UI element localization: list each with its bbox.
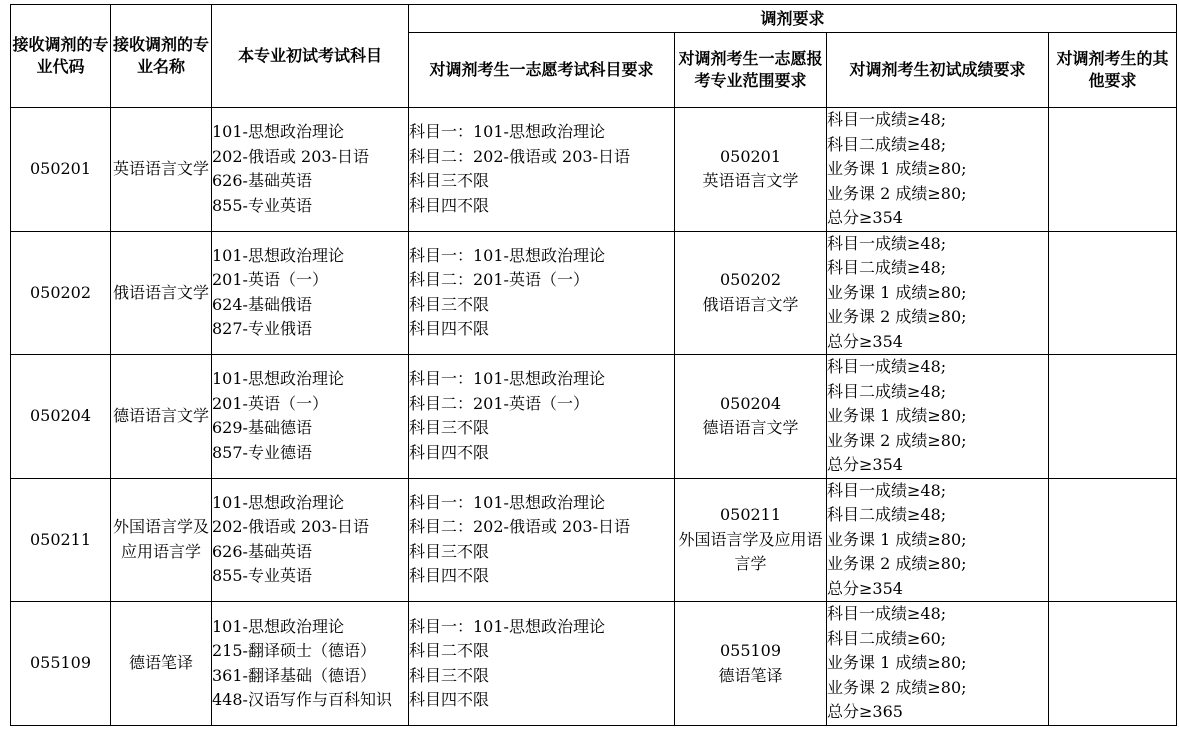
subject-requirement: 科目二：201-英语（一） (409, 270, 589, 290)
score-requirement: 业务课 1 成绩≥80; (827, 159, 967, 178)
score-requirements-cell (827, 108, 1049, 232)
exam-subject: 101-思想政治理论 (212, 122, 344, 142)
subject-requirement: 科目四不限 (409, 442, 490, 462)
subject-requirement: 科目四不限 (409, 195, 490, 215)
subject-requirement: 科目二：201-英语（一） (409, 393, 589, 413)
score-requirement: 业务课 2 成绩≥80; (827, 183, 967, 203)
exam-subject: 202-俄语或 203-日语 (212, 146, 369, 166)
subject-requirements-cell (409, 108, 675, 232)
subject-requirement: 科目三不限 (409, 541, 490, 561)
header-exam-subjects: 本专业初试考试科目 (212, 5, 409, 108)
major-code-cell: 050201 (11, 108, 111, 232)
major-name-cell: 外国语言学及应用语言学 (111, 478, 212, 602)
score-requirement: 科目二成绩≥48; (827, 258, 947, 277)
score-requirement: 业务课 2 成绩≥80; (827, 430, 967, 450)
major-code-cell: 055109 (11, 602, 111, 726)
exam-subject: 626-基础英语 (212, 171, 312, 191)
other-requirements-cell (1049, 355, 1177, 479)
other-requirements-cell (1049, 231, 1177, 355)
range-name: 英语语言文学 (702, 171, 799, 191)
subject-requirements-cell (409, 231, 675, 355)
subject-requirements-cell (409, 478, 675, 602)
major-name-cell: 德语笔译 (111, 602, 212, 726)
header-major-name: 接收调剂的专业名称 (111, 5, 212, 108)
score-requirement: 科目一成绩≥48; (827, 480, 947, 500)
range-code: 050204 (719, 393, 782, 413)
other-requirements-cell (1049, 108, 1177, 232)
score-requirement: 业务课 1 成绩≥80; (827, 406, 967, 425)
table-row (11, 602, 1177, 726)
header-major-code: 接收调剂的专业代码 (11, 5, 111, 108)
score-requirement: 科目一成绩≥48; (827, 357, 947, 376)
score-requirement: 科目二成绩≥48; (827, 505, 947, 524)
exam-subject: 361-翻译基础（德语） (212, 665, 376, 685)
exam-subject: 855-专业英语 (212, 566, 312, 586)
score-requirements-cell (827, 602, 1049, 726)
subject-requirement: 科目一：101-思想政治理论 (409, 492, 605, 512)
score-requirement: 科目一成绩≥48; (827, 110, 947, 129)
other-requirements-cell (1049, 602, 1177, 726)
major-range-cell (675, 355, 827, 479)
range-name: 外国语言学及应用语言学 (678, 529, 823, 573)
score-requirements-cell (827, 355, 1049, 479)
subject-requirement: 科目二：202-俄语或 203-日语 (409, 146, 630, 166)
table-row (11, 478, 1177, 602)
score-requirement: 科目二成绩≥60; (827, 628, 947, 648)
score-requirements-cell (827, 478, 1049, 602)
range-name: 德语语言文学 (702, 418, 799, 438)
header-other-requirements: 对调剂考生的其他要求 (1049, 33, 1177, 108)
exam-subject: 448-汉语写作与百科知识 (212, 690, 392, 709)
subject-requirement: 科目一：101-思想政治理论 (409, 122, 605, 142)
score-requirement: 业务课 1 成绩≥80; (827, 529, 967, 549)
table-row (11, 355, 1177, 479)
score-requirement: 总分≥354 (827, 208, 903, 227)
other-requirements-cell (1049, 478, 1177, 602)
header-major-range-requirements: 对调剂考生一志愿报考专业范围要求 (675, 33, 827, 108)
exam-subject: 101-思想政治理论 (212, 245, 344, 265)
score-requirement: 业务课 2 成绩≥80; (827, 677, 967, 697)
exam-subjects-cell (212, 478, 409, 602)
score-requirement: 科目二成绩≥48; (827, 134, 947, 154)
exam-subjects-cell (212, 231, 409, 355)
range-code: 050202 (719, 270, 782, 290)
exam-subject: 626-基础英语 (212, 541, 312, 561)
table-row (11, 231, 1177, 355)
subject-requirement: 科目四不限 (409, 566, 490, 586)
exam-subject: 855-专业英语 (212, 195, 312, 215)
subject-requirement: 科目四不限 (409, 690, 490, 709)
range-code: 050201 (719, 146, 782, 166)
exam-subject: 201-英语（一） (212, 393, 328, 413)
range-code: 055109 (719, 641, 782, 660)
score-requirement: 总分≥354 (827, 578, 903, 598)
exam-subjects-cell (212, 108, 409, 232)
major-code-cell: 050202 (11, 231, 111, 355)
exam-subject: 101-思想政治理论 (212, 369, 344, 389)
major-range-cell (675, 231, 827, 355)
exam-subject: 202-俄语或 203-日语 (212, 517, 369, 537)
exam-subject: 624-基础俄语 (212, 294, 312, 314)
header-subject-requirements: 对调剂考生一志愿考试科目要求 (409, 33, 675, 108)
header-score-requirements: 对调剂考生初试成绩要求 (827, 33, 1049, 108)
score-requirement: 业务课 2 成绩≥80; (827, 554, 967, 573)
major-name-cell: 俄语语言文学 (111, 231, 212, 355)
major-name-cell: 英语语言文学 (111, 108, 212, 232)
score-requirement: 总分≥354 (827, 455, 903, 474)
exam-subject: 201-英语（一） (212, 270, 328, 290)
exam-subject: 101-思想政治理论 (212, 492, 344, 512)
subject-requirements-cell (409, 355, 675, 479)
score-requirement: 业务课 2 成绩≥80; (827, 307, 967, 326)
subject-requirement: 科目三不限 (409, 665, 490, 685)
exam-subjects-cell (212, 355, 409, 479)
subject-requirement: 科目一：101-思想政治理论 (409, 369, 605, 389)
major-name-cell: 德语语言文学 (111, 355, 212, 479)
exam-subjects-cell (212, 602, 409, 726)
exam-subject: 629-基础德语 (212, 418, 312, 438)
subject-requirement: 科目一：101-思想政治理论 (409, 616, 605, 636)
major-range-cell (675, 108, 827, 232)
range-name: 俄语语言文学 (702, 294, 799, 314)
exam-subject: 857-专业德语 (212, 442, 312, 462)
major-code-cell: 050211 (11, 478, 111, 602)
table-row (11, 108, 1177, 232)
score-requirement: 业务课 1 成绩≥80; (827, 653, 967, 673)
score-requirement: 科目一成绩≥48; (827, 233, 947, 253)
exam-subject: 101-思想政治理论 (212, 616, 344, 636)
adjustment-requirements-table (10, 4, 1177, 726)
score-requirement: 科目一成绩≥48; (827, 604, 947, 624)
header-adjustment-requirements: 调剂要求 (409, 5, 1177, 33)
score-requirement: 总分≥354 (827, 331, 903, 351)
subject-requirement: 科目一：101-思想政治理论 (409, 245, 605, 265)
subject-requirement: 科目三不限 (409, 418, 490, 438)
score-requirement: 业务课 1 成绩≥80; (827, 282, 967, 302)
score-requirement: 科目二成绩≥48; (827, 381, 947, 401)
major-range-cell (675, 478, 827, 602)
score-requirements-cell (827, 231, 1049, 355)
range-code: 050211 (719, 505, 782, 524)
exam-subject: 827-专业俄语 (212, 319, 312, 339)
major-range-cell (675, 602, 827, 726)
exam-subject: 215-翻译硕士（德语） (212, 641, 376, 660)
subject-requirement: 科目三不限 (409, 171, 490, 191)
major-code-cell: 050204 (11, 355, 111, 479)
range-name: 德语笔译 (718, 665, 783, 685)
subject-requirements-cell (409, 602, 675, 726)
subject-requirement: 科目三不限 (409, 294, 490, 314)
subject-requirement: 科目四不限 (409, 319, 490, 339)
subject-requirement: 科目二不限 (409, 641, 490, 660)
score-requirement: 总分≥365 (827, 702, 903, 722)
subject-requirement: 科目二：202-俄语或 203-日语 (409, 517, 630, 537)
